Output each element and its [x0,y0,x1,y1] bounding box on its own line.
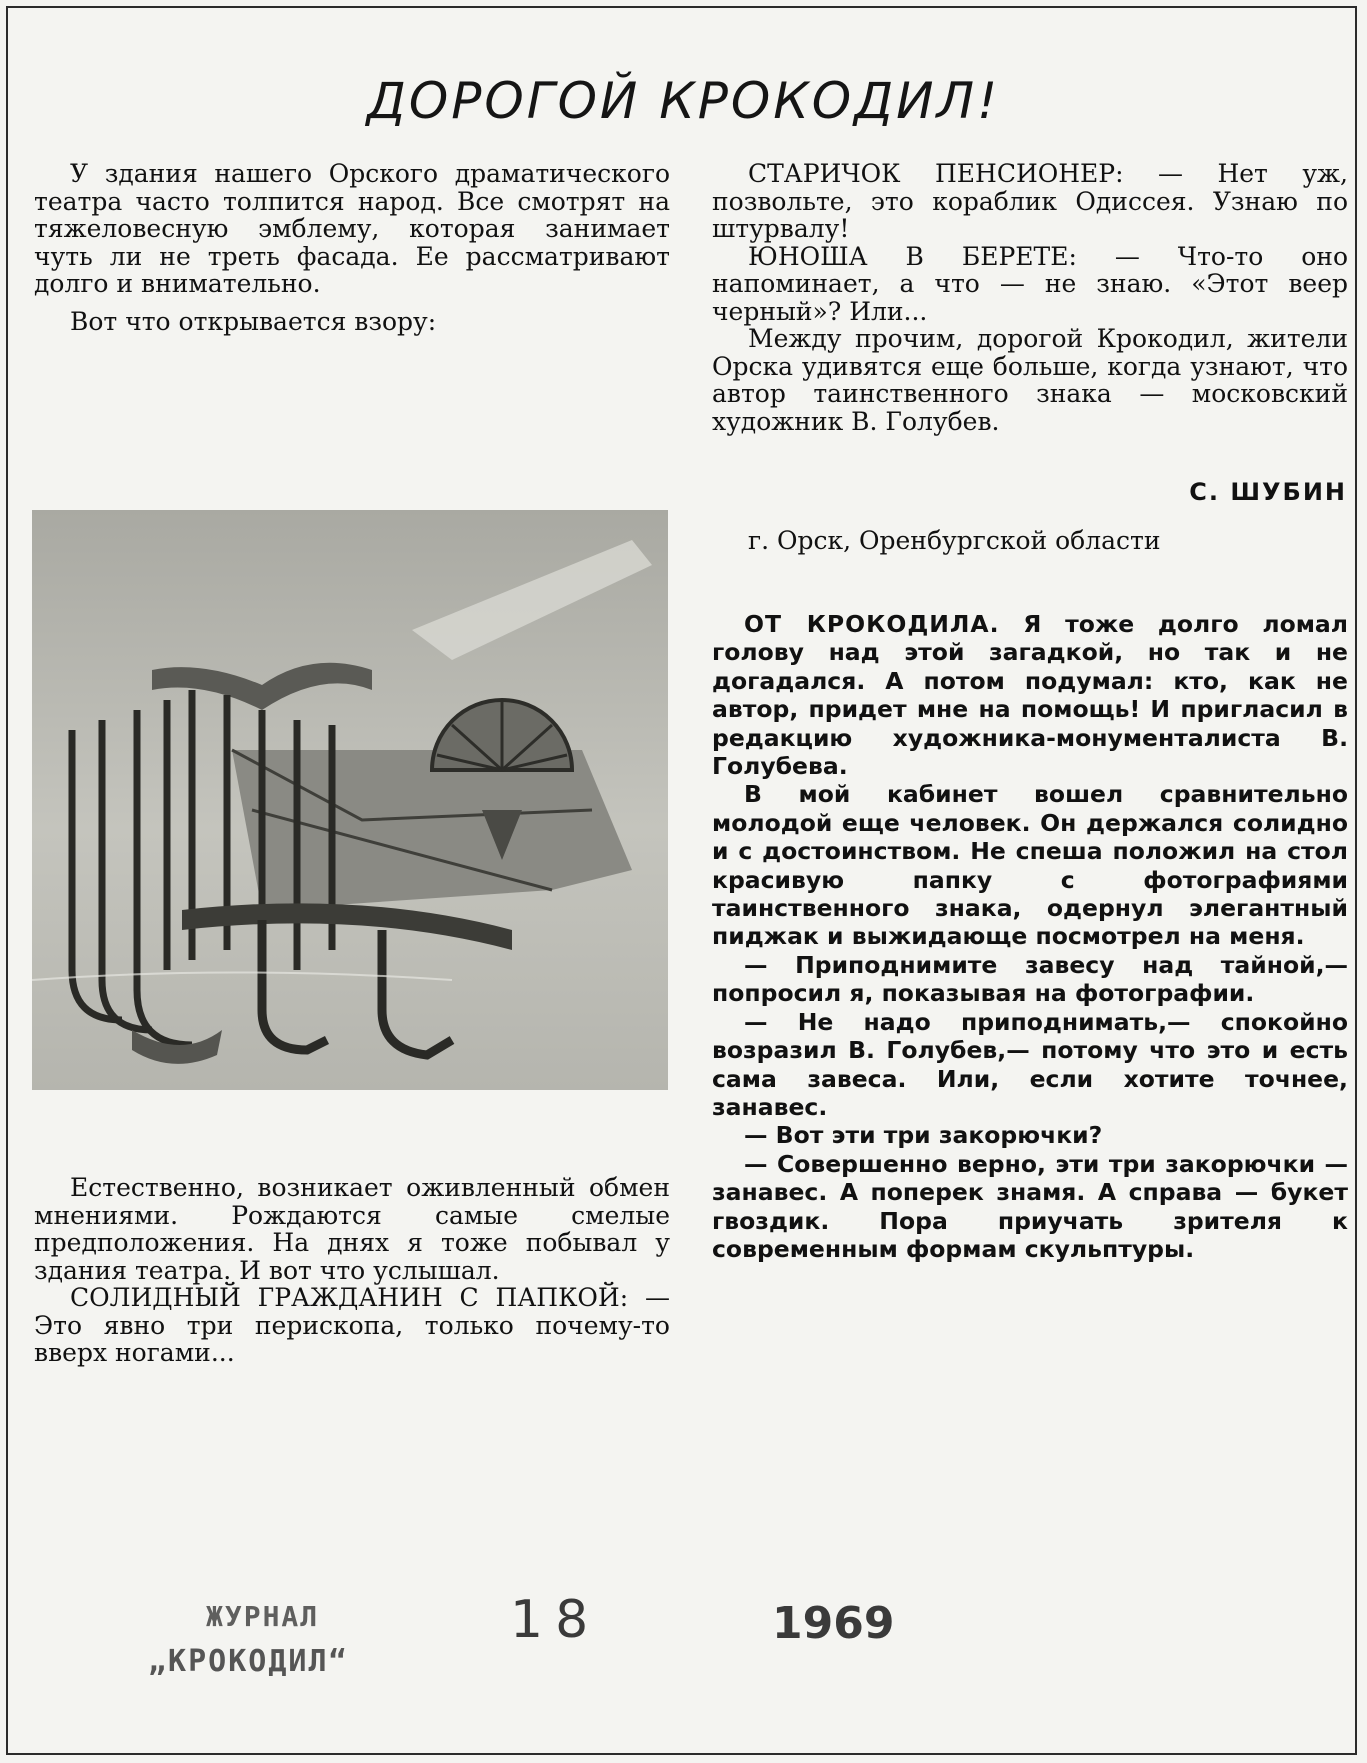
paragraph: — Не надо приподнимать,— спокойно возразил В. Голубев,— потому что это и есть сама завеса. Или, если хотите точнее, занавес. [712,1007,1348,1121]
editor-reply-first-paragraph [712,610,1348,780]
article-continuation [34,1174,670,1367]
author-location: г. Орск, Оренбургской области [748,526,1161,555]
stamp-journal-name: „КРОКОДИЛ“ [148,1644,349,1679]
editor-reply [712,610,1348,1263]
stamp-journal-label: ЖУРНАЛ [206,1600,320,1633]
author-signature: С. ШУБИН [1189,478,1347,506]
stamp-issue-number: 18 [510,1590,601,1650]
editor-reply-text: Я тоже долго ломал голову над этой загадкой, но так и не догадался. А потом подумал: кто, как не автор, придет мне на помощь! И пригласил в редакцию художника-монументалиста В. Голубева. [712,610,1349,781]
paragraph: СТАРИЧОК ПЕНСИОНЕР: — Нет уж, позвольте, это кораблик Одиссея. Узнаю по штурвалу! [712,159,1348,243]
paragraph: В мой кабинет вошел сравнительно молодой еще человек. Он держался солидно и с достоинством. Не спеша положил на стол красивую папку с фотографиями таинственного знака, одернул элегантный пиджак и выжидающе посмотрел на меня. [712,780,1348,951]
stamp-year: 1969 [772,1598,895,1649]
paragraph: ЮНОША В БЕРЕТЕ: — Что-то оно напоминает, а что — не знаю. «Этот веер черный»? Или... [712,241,1348,326]
paragraph: — Вот эти три закорючки? [744,1121,1103,1150]
article-intro [34,160,670,335]
paragraph: Естественно, возникает оживленный обмен мнениями. Рождаются самые смелые предположения. На днях я тоже побывал у здания театра. И вот что услышал. [34,1173,670,1285]
editor-reply-lead: ОТ КРОКОДИЛА. [744,610,1000,638]
emblem-illustration [32,510,668,1090]
paragraph: Вот что открывается взору: [70,306,437,336]
article-opinions [712,160,1348,435]
paragraph: Между прочим, дорогой Крокодил, жители Орска удивятся еще больше, когда узнают, что автор таинственного знака — московский художник В. Голубев. [712,324,1348,436]
paragraph: У здания нашего Орского драматического театра часто толпится народ. Все смотрят на тяжеловесную эмблему, которая занимает чуть ли не треть фасада. Ее рассматривают долго и внимательно. [34,159,670,298]
headline: ДОРОГОЙ КРОКОДИЛ! [366,71,1001,130]
paragraph: — Приподнимите завесу над тайной,— попросил я, показывая на фотографии. [712,950,1348,1008]
paragraph: — Совершенно верно, эти три закорючки — занавес. А поперек знамя. А справа — букет гвоздик. Пора приучать зрителя к современным формам скульптуры. [712,1149,1348,1263]
emblem-photo [32,510,668,1090]
paragraph: СОЛИДНЫЙ ГРАЖДАНИН С ПАПКОЙ: — Это явно три перископа, только почему-то вверх ногами... [34,1283,670,1367]
